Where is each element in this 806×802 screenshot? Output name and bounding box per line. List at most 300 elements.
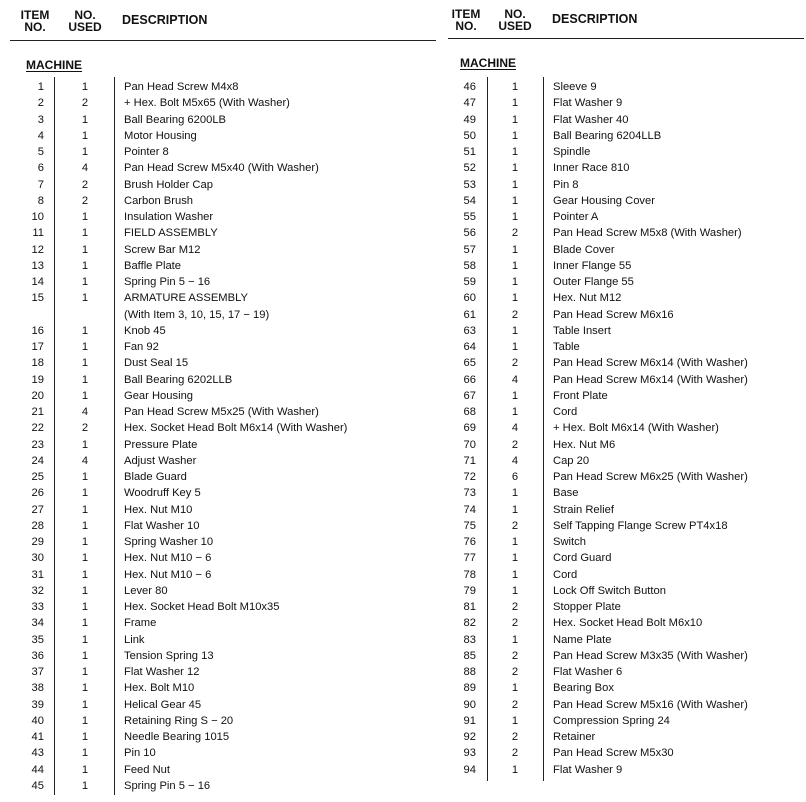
section-title: MACHINE <box>26 58 82 72</box>
item-number: 78 <box>463 568 476 581</box>
part-description: Brush Holder Cap <box>124 178 213 191</box>
table-row <box>0 95 440 111</box>
table-row <box>0 388 440 404</box>
quantity-used: 1 <box>81 341 89 353</box>
item-number: 8 <box>37 194 44 207</box>
part-description: Strain Relief <box>553 503 614 516</box>
table-row <box>440 615 806 631</box>
part-description: Carbon Brush <box>124 194 194 207</box>
part-description: Hex. Bolt M10 <box>124 682 195 695</box>
item-number: 10 <box>31 211 44 223</box>
quantity-used: 4 <box>81 162 89 175</box>
part-description: Pan Head Screw M4x8 <box>124 81 239 93</box>
quantity-used: 1 <box>81 568 89 581</box>
part-description: Front Plate <box>553 389 608 402</box>
item-number: 43 <box>31 747 44 760</box>
table-row <box>0 729 440 745</box>
item-number: 39 <box>31 698 44 711</box>
item-number: 69 <box>463 422 476 435</box>
table-row <box>0 680 440 696</box>
quantity-used: 1 <box>81 146 89 158</box>
table-row <box>440 599 806 615</box>
table-row <box>0 648 440 664</box>
quantity-used: 2 <box>511 357 519 370</box>
item-number: 45 <box>31 779 44 792</box>
part-description: Pointer 8 <box>124 146 169 158</box>
part-description: Motor Housing <box>124 129 197 142</box>
quantity-used: 1 <box>81 584 89 597</box>
quantity-used: 2 <box>81 178 89 191</box>
table-row <box>440 518 806 534</box>
item-number: 72 <box>463 471 476 483</box>
table-row <box>440 648 806 664</box>
quantity-used: 1 <box>511 552 519 565</box>
part-description: Flat Washer 9 <box>553 97 623 110</box>
table-row <box>0 290 440 306</box>
quantity-used: 1 <box>511 81 519 93</box>
table-row <box>440 144 806 160</box>
table-row <box>0 420 440 436</box>
table-row <box>0 502 440 518</box>
table-row <box>0 242 440 258</box>
table-row <box>440 128 806 144</box>
quantity-used: 1 <box>511 389 519 402</box>
table-row <box>440 729 806 745</box>
part-description: Lock Off Switch Button <box>553 584 666 597</box>
part-description: Table <box>553 341 580 353</box>
quantity-used: 2 <box>511 649 519 662</box>
part-description: Spring Pin 5 − 16 <box>124 276 211 288</box>
quantity-used: 1 <box>81 633 89 646</box>
table-row <box>0 144 440 160</box>
item-number: 28 <box>31 519 44 532</box>
table-row <box>0 697 440 713</box>
part-description: Cap 20 <box>553 454 590 467</box>
quantity-used: 1 <box>81 779 89 792</box>
item-number: 67 <box>463 389 476 402</box>
table-row <box>0 550 440 566</box>
table-row <box>0 274 440 290</box>
part-description: Retainer <box>553 731 596 743</box>
part-description: + Hex. Bolt M6x14 (With Washer) <box>553 422 719 435</box>
quantity-used: 2 <box>511 601 519 613</box>
item-number: 63 <box>463 324 476 337</box>
table-row <box>0 79 440 95</box>
part-description: Flat Washer 10 <box>124 519 200 532</box>
quantity-used: 1 <box>81 471 89 483</box>
part-description: Knob 45 <box>124 324 166 337</box>
quantity-used: 1 <box>81 601 89 613</box>
table-row <box>0 209 440 225</box>
item-number: 94 <box>463 763 476 776</box>
table-row <box>0 664 440 680</box>
quantity-used: 1 <box>511 324 519 337</box>
item-no-header-line2: NO. <box>24 20 46 34</box>
table-row <box>0 518 440 534</box>
item-number: 85 <box>463 649 476 662</box>
table-row <box>0 437 440 453</box>
table-row <box>440 437 806 453</box>
part-description: Pan Head Screw M5x16 (With Washer) <box>553 698 748 711</box>
item-number: 66 <box>463 373 476 386</box>
item-number: 37 <box>31 666 44 678</box>
table-row <box>440 372 806 388</box>
item-number: 61 <box>463 308 476 321</box>
part-description: Hex. Socket Head Bolt M10x35 <box>124 601 280 613</box>
part-description: Screw Bar M12 <box>124 243 201 256</box>
quantity-used: 1 <box>81 536 89 548</box>
part-description: Retaining Ring S − 20 <box>124 714 234 727</box>
item-number: 46 <box>463 81 476 93</box>
item-number: 20 <box>31 389 44 402</box>
quantity-used: 1 <box>81 698 89 711</box>
part-description: Table Insert <box>553 324 611 337</box>
table-row <box>0 193 440 209</box>
part-description: Bearing Box <box>553 682 614 695</box>
quantity-used: 2 <box>511 698 519 711</box>
part-description: Hex. Socket Head Bolt M6x14 (With Washer) <box>124 422 348 435</box>
part-description: Stopper Plate <box>553 601 621 613</box>
item-number: 17 <box>31 341 44 353</box>
table-row <box>440 550 806 566</box>
part-description: Dust Seal 15 <box>124 357 189 370</box>
table-row <box>0 258 440 274</box>
item-number: 83 <box>463 633 476 646</box>
part-description: Inner Race 810 <box>553 162 630 175</box>
table-row <box>0 453 440 469</box>
table-row <box>0 160 440 176</box>
item-number: 22 <box>31 422 44 435</box>
part-description: Hex. Nut M10 − 6 <box>124 552 212 565</box>
item-number: 91 <box>463 714 476 727</box>
item-number: 3 <box>37 113 44 126</box>
part-description: Flat Washer 12 <box>124 666 200 678</box>
description-header: DESCRIPTION <box>122 13 208 27</box>
quantity-used: 1 <box>511 178 519 191</box>
item-no-header <box>14 9 56 33</box>
part-description: Hex. Nut M10 <box>124 503 193 516</box>
quantity-used: 2 <box>81 422 89 435</box>
part-description: Switch <box>553 536 586 548</box>
item-number: 25 <box>31 471 44 483</box>
quantity-used: 6 <box>511 471 519 483</box>
quantity-used: 1 <box>81 292 89 305</box>
section-title: MACHINE <box>460 56 516 70</box>
part-description: Pan Head Screw M5x40 (With Washer) <box>124 162 319 175</box>
table-row <box>0 567 440 583</box>
part-description: Hex. Nut M10 − 6 <box>124 568 212 581</box>
item-number: 65 <box>463 357 476 370</box>
quantity-used: 1 <box>511 503 519 516</box>
header-rule <box>448 38 804 39</box>
table-row <box>0 323 440 339</box>
table-row <box>440 323 806 339</box>
quantity-used: 4 <box>511 454 519 467</box>
table-row <box>0 372 440 388</box>
item-number: 29 <box>31 536 44 548</box>
item-number: 18 <box>31 357 44 370</box>
part-description: Insulation Washer <box>124 211 214 223</box>
table-row <box>0 745 440 761</box>
item-number: 51 <box>463 146 476 158</box>
item-number: 40 <box>31 714 44 727</box>
parts-list-right <box>440 0 806 802</box>
part-description: Adjust Washer <box>124 454 197 467</box>
part-description: Helical Gear 45 <box>124 698 202 711</box>
quantity-used: 1 <box>81 617 89 630</box>
item-number: 93 <box>463 747 476 760</box>
part-description: Blade Guard <box>124 471 187 483</box>
no-used-header <box>494 8 536 32</box>
quantity-used: 1 <box>511 146 519 158</box>
table-row <box>440 664 806 680</box>
quantity-used: 1 <box>81 243 89 256</box>
part-description: Spring Pin 5 − 16 <box>124 779 211 792</box>
table-row <box>440 95 806 111</box>
part-description: Gear Housing <box>124 389 194 402</box>
table-row <box>0 485 440 501</box>
part-description: Spring Washer 10 <box>124 536 214 548</box>
part-description: Base <box>553 487 579 500</box>
quantity-used: 4 <box>511 422 519 435</box>
item-no-header-line2: NO. <box>455 19 477 33</box>
quantity-used: 1 <box>81 682 89 695</box>
item-number: 56 <box>463 227 476 240</box>
item-number: 52 <box>463 162 476 175</box>
quantity-used: 1 <box>511 341 519 353</box>
item-number: 75 <box>463 519 476 532</box>
item-number: 68 <box>463 406 476 418</box>
quantity-used: 2 <box>511 438 519 451</box>
table-row <box>0 404 440 420</box>
table-row <box>0 778 440 794</box>
item-number: 82 <box>463 617 476 630</box>
table-row <box>440 697 806 713</box>
item-number: 15 <box>31 292 44 305</box>
quantity-used: 2 <box>511 617 519 630</box>
part-description: Lever 80 <box>124 584 168 597</box>
table-row <box>440 469 806 485</box>
table-row <box>440 225 806 241</box>
item-number: 6 <box>37 162 44 175</box>
table-row <box>440 160 806 176</box>
quantity-used: 4 <box>81 454 89 467</box>
item-number: 71 <box>463 454 476 467</box>
table-row <box>440 193 806 209</box>
description-header: DESCRIPTION <box>552 12 638 26</box>
table-row <box>0 534 440 550</box>
quantity-used: 1 <box>511 487 519 500</box>
part-description: Tension Spring 13 <box>124 649 214 662</box>
table-row <box>440 534 806 550</box>
table-row <box>440 242 806 258</box>
table-row <box>440 404 806 420</box>
table-row <box>440 112 806 128</box>
item-number: 1 <box>37 81 44 93</box>
part-description: Pin 8 <box>553 178 579 191</box>
quantity-used: 2 <box>81 97 89 110</box>
part-description: Compression Spring 24 <box>553 714 670 727</box>
quantity-used: 1 <box>81 649 89 662</box>
quantity-used: 1 <box>511 276 519 288</box>
quantity-used: 2 <box>511 731 519 743</box>
quantity-used: 1 <box>511 682 519 695</box>
quantity-used: 1 <box>81 357 89 370</box>
item-number: 11 <box>32 227 44 240</box>
quantity-used: 1 <box>81 714 89 727</box>
item-number: 30 <box>31 552 44 565</box>
part-description: Name Plate <box>553 633 612 646</box>
quantity-used: 1 <box>511 292 519 305</box>
table-row <box>0 128 440 144</box>
table-row <box>0 762 440 778</box>
part-description: Hex. Nut M12 <box>553 292 622 305</box>
part-description: Pan Head Screw M5x30 <box>553 747 674 760</box>
part-description: Flat Washer 6 <box>553 666 623 678</box>
item-number: 24 <box>31 454 44 467</box>
item-number: 53 <box>463 178 476 191</box>
table-row <box>0 713 440 729</box>
item-number: 77 <box>463 552 476 565</box>
item-number: 55 <box>463 211 476 223</box>
table-row <box>440 680 806 696</box>
part-description: Pan Head Screw M3x35 (With Washer) <box>553 649 748 662</box>
item-no-header-line1: ITEM <box>20 8 50 22</box>
table-row <box>440 177 806 193</box>
item-number: 64 <box>463 341 476 353</box>
quantity-used: 1 <box>511 568 519 581</box>
quantity-used: 1 <box>81 129 89 142</box>
quantity-used: 2 <box>511 519 519 532</box>
part-description: Spindle <box>553 146 591 158</box>
quantity-used: 2 <box>511 666 519 678</box>
part-description: Pan Head Screw M6x14 (With Washer) <box>553 373 748 386</box>
table-row <box>0 225 440 241</box>
table-row <box>440 485 806 501</box>
quantity-used: 1 <box>81 373 89 386</box>
part-description: Needle Bearing 1015 <box>124 731 230 743</box>
item-number: 34 <box>31 617 44 630</box>
item-number: 57 <box>463 243 476 256</box>
table-row <box>440 79 806 95</box>
item-number: 60 <box>463 292 476 305</box>
quantity-used: 1 <box>81 259 89 272</box>
quantity-used: 1 <box>81 519 89 532</box>
quantity-used: 1 <box>511 194 519 207</box>
quantity-used: 1 <box>511 162 519 175</box>
item-number: 92 <box>463 731 476 743</box>
item-no-header <box>445 8 487 32</box>
quantity-used: 1 <box>511 97 519 110</box>
table-row <box>440 502 806 518</box>
table-row <box>440 388 806 404</box>
item-number: 4 <box>37 129 44 142</box>
table-row <box>0 177 440 193</box>
item-number: 21 <box>31 406 44 418</box>
item-number: 7 <box>37 178 44 191</box>
quantity-used: 2 <box>81 194 89 207</box>
table-row <box>440 274 806 290</box>
item-number: 38 <box>31 682 44 695</box>
quantity-used: 1 <box>81 276 89 288</box>
table-row <box>440 339 806 355</box>
item-number: 13 <box>31 259 44 272</box>
table-row <box>440 713 806 729</box>
quantity-used: 1 <box>81 666 89 678</box>
armature-note: (With Item 3, 10, 15, 17 − 19) <box>124 308 270 321</box>
item-number: 88 <box>463 666 476 678</box>
table-row <box>440 209 806 225</box>
part-description: Cord <box>553 568 578 581</box>
no-used-header-line2: USED <box>68 20 102 34</box>
table-row <box>0 469 440 485</box>
quantity-used: 1 <box>81 503 89 516</box>
quantity-used: 1 <box>81 763 89 776</box>
item-number: 74 <box>463 503 476 516</box>
part-description: Flat Washer 40 <box>553 113 629 126</box>
part-description: Pin 10 <box>124 747 156 760</box>
item-number: 58 <box>463 259 476 272</box>
table-row <box>440 355 806 371</box>
part-description: ARMATURE ASSEMBLY <box>124 292 248 305</box>
quantity-used: 1 <box>511 113 519 126</box>
table-row <box>0 339 440 355</box>
item-number: 44 <box>31 763 44 776</box>
item-number: 73 <box>463 487 476 500</box>
quantity-used: 1 <box>81 324 89 337</box>
quantity-used: 1 <box>81 113 89 126</box>
table-row <box>440 632 806 648</box>
quantity-used: 1 <box>81 227 89 240</box>
quantity-used: 1 <box>511 584 519 597</box>
table-row <box>440 745 806 761</box>
item-number: 49 <box>463 113 476 126</box>
quantity-used: 1 <box>81 552 89 565</box>
table-row <box>440 290 806 306</box>
quantity-used: 4 <box>81 406 89 418</box>
table-row <box>440 453 806 469</box>
part-description: Inner Flange 55 <box>553 259 632 272</box>
part-description: Cord Guard <box>553 552 612 565</box>
part-description: Pan Head Screw M6x14 (With Washer) <box>553 357 748 370</box>
quantity-used: 1 <box>511 129 519 142</box>
part-description: Pressure Plate <box>124 438 198 451</box>
item-number: 47 <box>463 97 476 110</box>
no-used-header-line1: NO. <box>74 8 96 22</box>
table-row <box>0 599 440 615</box>
quantity-used: 1 <box>81 487 89 500</box>
item-number: 33 <box>31 601 44 613</box>
table-row <box>440 307 806 323</box>
quantity-used: 2 <box>511 308 519 321</box>
quantity-used: 1 <box>81 438 89 451</box>
part-description: Self Tapping Flange Screw PT4x18 <box>553 519 728 532</box>
item-number: 12 <box>31 243 44 256</box>
part-description: Link <box>124 633 145 646</box>
part-description: Woodruff Key 5 <box>124 487 201 500</box>
part-description: Flat Washer 9 <box>553 763 623 776</box>
table-row <box>440 420 806 436</box>
table-row <box>0 583 440 599</box>
item-number: 5 <box>37 146 44 158</box>
quantity-used: 1 <box>511 211 519 223</box>
part-description: Pan Head Screw M6x16 <box>553 308 674 321</box>
quantity-used: 1 <box>81 731 89 743</box>
quantity-used: 4 <box>511 373 519 386</box>
item-number: 70 <box>463 438 476 451</box>
item-number: 79 <box>463 584 476 597</box>
item-number: 16 <box>31 324 44 337</box>
